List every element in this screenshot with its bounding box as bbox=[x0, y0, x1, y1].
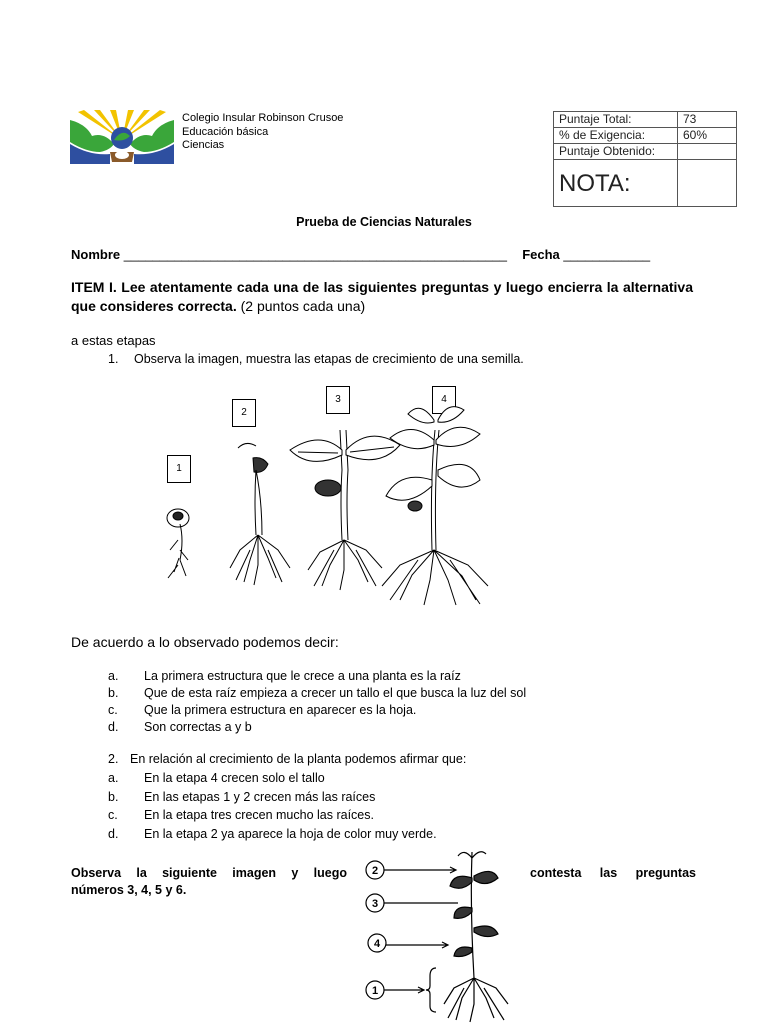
q1-option-b[interactable] bbox=[108, 686, 526, 700]
score-row-exigencia bbox=[554, 128, 737, 144]
option-text: Son correctas a y b bbox=[144, 720, 252, 734]
option-letter: b. bbox=[108, 790, 119, 804]
diagram-label-2: 2 bbox=[371, 865, 379, 877]
school-level: Educación básica bbox=[182, 125, 269, 138]
option-letter: d. bbox=[108, 720, 119, 734]
observe-instruction-right: contesta las preguntas bbox=[530, 866, 696, 880]
nota-label: NOTA: bbox=[554, 160, 678, 207]
score-label: Puntaje Total: bbox=[554, 112, 678, 128]
option-text: La primera estructura que le crece a una planta es la raíz bbox=[144, 669, 461, 683]
option-text: En la etapa tres crecen mucho las raíces. bbox=[144, 808, 374, 822]
diagram-label-3: 3 bbox=[371, 898, 379, 910]
score-label: % de Exigencia: bbox=[554, 128, 678, 144]
name-date-line bbox=[71, 247, 650, 262]
date-field[interactable]: ____________ bbox=[563, 247, 651, 262]
option-letter: d. bbox=[108, 827, 119, 841]
stage-label-2: 2 bbox=[232, 399, 256, 427]
option-letter: a. bbox=[108, 669, 119, 683]
question-2 bbox=[108, 752, 466, 766]
option-text: En la etapa 2 ya aparece la hoja de color muy verde. bbox=[144, 827, 437, 841]
stage-label-3: 3 bbox=[326, 386, 350, 414]
score-row-nota bbox=[554, 160, 737, 207]
stage-1-seedling bbox=[167, 509, 189, 578]
q1-option-d[interactable] bbox=[108, 720, 252, 734]
diagram-label-1: 1 bbox=[371, 985, 379, 997]
stage-2-seedling bbox=[230, 443, 290, 585]
question-number: 2. bbox=[108, 752, 119, 766]
observe-instruction-left: Observa la siguiente imagen y luego bbox=[71, 866, 347, 880]
plant-parts-diagram bbox=[358, 848, 526, 1024]
seed-growth-illustration bbox=[150, 400, 510, 620]
option-text: Que la primera estructura en aparecer es la hoja. bbox=[144, 703, 417, 717]
page-title: Prueba de Ciencias Naturales bbox=[296, 215, 472, 229]
name-label: Nombre bbox=[71, 247, 121, 262]
item-heading bbox=[71, 278, 693, 316]
score-row-obtenido bbox=[554, 144, 737, 160]
option-text: En la etapa 4 crecen solo el tallo bbox=[144, 771, 325, 785]
school-name: Colegio Insular Robinson Crusoe bbox=[182, 112, 344, 124]
q2-option-c[interactable] bbox=[108, 808, 374, 822]
q2-option-d[interactable] bbox=[108, 827, 437, 841]
name-field[interactable]: _____________________________________________________ bbox=[123, 247, 507, 262]
score-label: Puntaje Obtenido: bbox=[554, 144, 678, 160]
option-letter: a. bbox=[108, 771, 119, 785]
observe-instruction-left-line2: números 3, 4, 5 y 6. bbox=[71, 883, 187, 897]
item-heading-bold: ITEM I. Lee atentamente cada una de las siguientes preguntas y luego encierra la alternativa que consideres correcta. bbox=[71, 279, 693, 314]
score-row-total bbox=[554, 112, 737, 128]
nota-field[interactable] bbox=[678, 160, 737, 207]
question-text: En relación al crecimiento de la planta podemos afirmar que: bbox=[130, 752, 467, 766]
option-letter: c. bbox=[108, 703, 118, 717]
stage-label-4: 4 bbox=[432, 386, 456, 414]
option-text: En las etapas 1 y 2 crecen más las raíces bbox=[144, 790, 376, 804]
option-text: Que de esta raíz empieza a crecer un tallo el que busca la luz del sol bbox=[144, 686, 527, 700]
item-heading-points: (2 puntos cada una) bbox=[236, 298, 366, 314]
diagram-label-4: 4 bbox=[373, 938, 381, 950]
score-table bbox=[553, 111, 737, 207]
stage-4-seedling bbox=[382, 407, 488, 605]
score-value: 73 bbox=[678, 112, 737, 128]
q1-option-a[interactable] bbox=[108, 669, 461, 683]
score-value: 60% bbox=[678, 128, 737, 144]
question-1 bbox=[108, 352, 524, 366]
school-subject: Ciencias bbox=[182, 139, 225, 151]
q2-option-a[interactable] bbox=[108, 771, 325, 785]
stage-label-1: 1 bbox=[167, 455, 191, 483]
question-number: 1. bbox=[108, 352, 119, 366]
option-letter: b. bbox=[108, 686, 119, 700]
stray-text: a estas etapas bbox=[71, 333, 156, 348]
score-value-field[interactable] bbox=[678, 144, 737, 160]
q1-lead-text: De acuerdo a lo observado podemos decir: bbox=[71, 634, 339, 650]
stage-3-seedling bbox=[290, 430, 400, 590]
question-text: Observa la imagen, muestra las etapas de crecimiento de una semilla. bbox=[134, 352, 524, 366]
option-letter: c. bbox=[108, 808, 118, 822]
school-logo bbox=[70, 110, 174, 164]
q2-option-b[interactable] bbox=[108, 790, 375, 804]
date-label: Fecha bbox=[522, 247, 560, 262]
school-info bbox=[182, 112, 343, 153]
q1-option-c[interactable] bbox=[108, 703, 416, 717]
